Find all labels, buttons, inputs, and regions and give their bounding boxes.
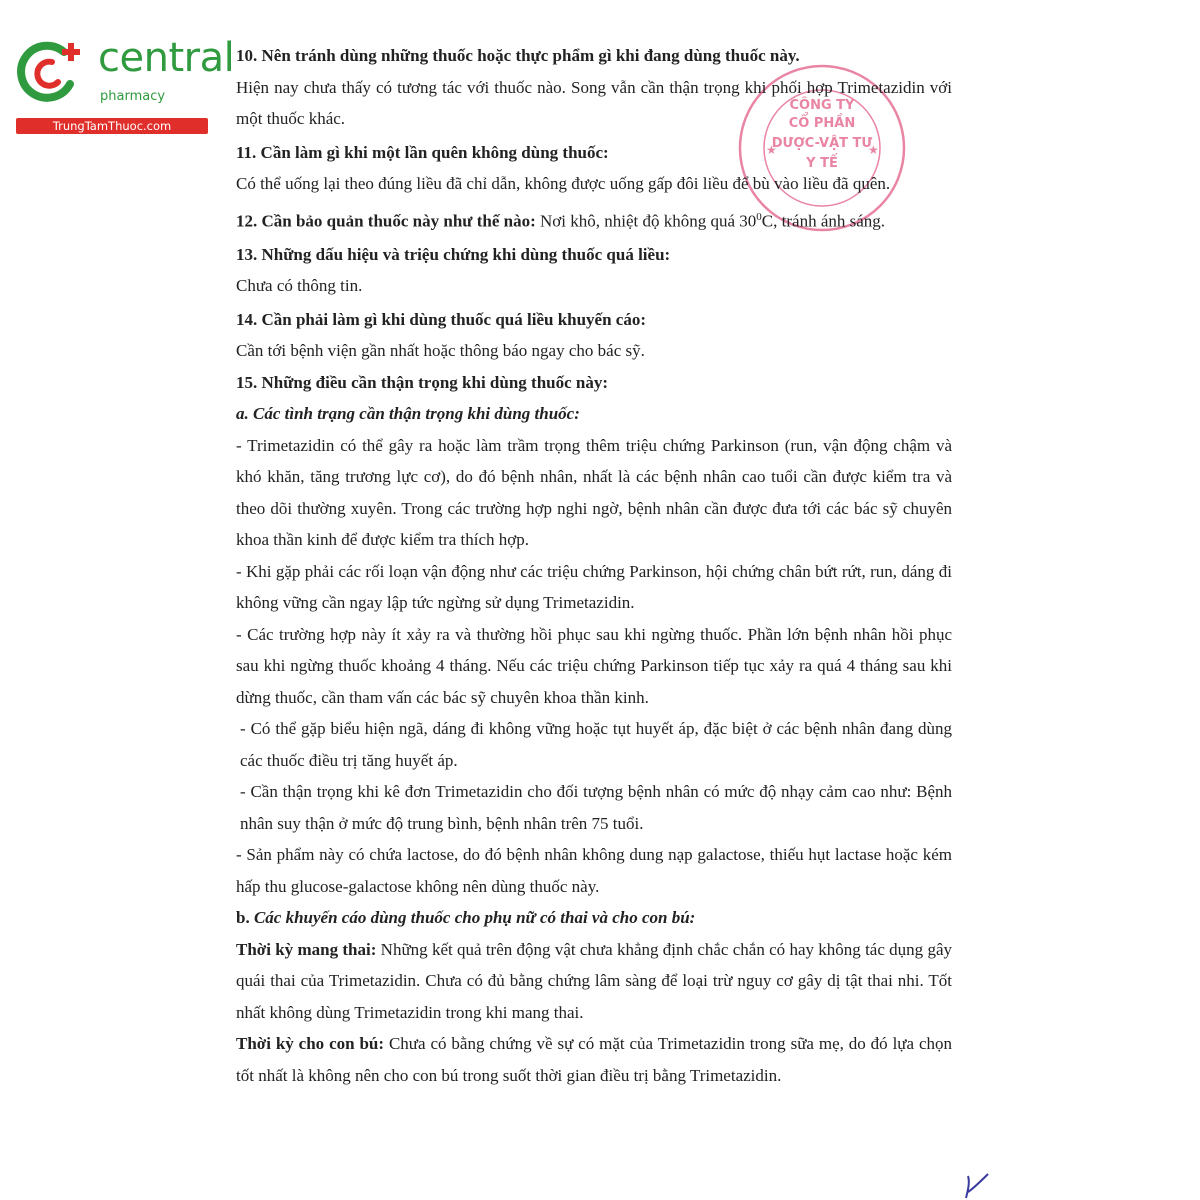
logo-url-banner: TrungTamThuoc.com xyxy=(16,118,208,134)
signature-mark-icon xyxy=(958,1172,998,1200)
section-12-sup: 0 xyxy=(756,210,762,223)
stamp-line: CÔNG TY xyxy=(789,98,855,113)
pregnancy-body: Những kết quả trên động vật chưa khẳng định chắc chắn có hay không tác dụng gây quái thai của Trimetazidin. Chưa có đủ bằng chứng lâm sàng để loại trừ nguy cơ gây dị tật thai nhi. Tốt nhất không dùng Trimetazidin trong khi mang thai. xyxy=(236,939,953,1022)
section-12 xyxy=(236,202,952,237)
lactation-paragraph xyxy=(236,1028,952,1091)
section-15a-paragraph: - Có thể gặp biểu hiện ngã, dáng đi không vững hoặc tụt huyết áp, đặc biệt ở các bệnh nhân đang dùng các thuốc điều trị tăng huyết áp. xyxy=(240,719,952,770)
section-15b-prefix: b. xyxy=(236,908,254,928)
logo-mark-icon xyxy=(12,38,92,108)
section-10-title: 10. Nên tránh dùng những thuốc hoặc thực phẩm gì khi đang dùng thuốc này. xyxy=(236,46,800,65)
pharmacy-logo xyxy=(12,35,235,136)
pregnancy-paragraph xyxy=(236,934,952,1029)
section-14-body: Cần tới bệnh viện gần nhất hoặc thông báo ngay cho bác sỹ. xyxy=(236,341,645,361)
section-15a-paragraph: - Cần thận trọng khi kê đơn Trimetazidin cho đối tượng bệnh nhân có mức độ nhạy cảm cao như: Bệnh nhân suy thận ở mức độ trung bình, bệnh nhân trên 75 tuổi. xyxy=(240,782,952,833)
logo-brand-text: central xyxy=(98,35,235,81)
lactation-label: Thời kỳ cho con bú: xyxy=(236,1034,385,1054)
section-15a-paragraph: - Khi gặp phải các rối loạn vận động như các triệu chứng Parkinson, hội chứng chân bứt rứt, run, dáng đi không vững cần ngay lập tức ngừng sử dụng Trimetazidin. xyxy=(236,561,952,613)
section-15b-title xyxy=(236,902,952,934)
section-15a-paragraph: - Các trường hợp này ít xảy ra và thường hồi phục sau khi ngừng thuốc. Phần lớn bệnh nhân hồi phục sau khi ngừng thuốc khoảng 4 tháng. Nếu các triệu chứng Parkinson tiếp tục xảy ra quá 4 tháng sau khi dừng thuốc, cần tham vấn các bác sỹ chuyên khoa thần kinh. xyxy=(236,624,952,707)
section-15a-paragraph: - Sản phẩm này có chứa lactose, do đó bệnh nhân không dung nạp galactose, thiếu hụt lactase hoặc kém hấp thu glucose-galactose không nên dùng thuốc này. xyxy=(236,845,952,896)
section-15-title: 15. Những điều cần thận trọng khi dùng thuốc này: xyxy=(236,372,609,392)
section-11-body: Có thể uống lại theo đúng liều đã chỉ dẫn, không được uống gấp đôi liều để bù vào liều đã quên. xyxy=(236,174,891,193)
section-10-body: Hiện nay chưa thấy có tương tác với thuốc nào. Song vẫn cần thận trọng khi phối hợp Trimetazidin với một thuốc khác. xyxy=(236,77,952,128)
svg-text:★: ★ xyxy=(766,143,777,157)
stamp-line: CỔ PHẦN xyxy=(788,116,856,131)
logo-sub-text: pharmacy xyxy=(100,89,166,104)
section-14-title: 14. Cần phải làm gì khi dùng thuốc quá liều khuyến cáo: xyxy=(236,309,647,329)
section-12-body-a: Nơi khô, nhiệt độ không quá 30 xyxy=(535,211,757,231)
lactation-body: Chưa có bằng chứng về sự có mặt của Trimetazidin trong sữa mẹ, do đó lựa chọn tốt nhất là không nên cho con bú trong suốt thời gian điều trị bằng Trimetazidin. xyxy=(236,1034,952,1085)
section-15b-text: Các khuyến cáo dùng thuốc cho phụ nữ có thai và cho con bú: xyxy=(253,908,696,928)
svg-text:★: ★ xyxy=(868,143,879,157)
section-15a-title: a. Các tình trạng cần thận trọng khi dùng thuốc: xyxy=(236,404,580,424)
section-15a-paragraph: - Trimetazidin có thể gây ra hoặc làm trầm trọng thêm triệu chứng Parkinson (run, vận động chậm và khó khăn, tăng trương lực cơ), do đó bệnh nhân, nhất là các bệnh nhân cao tuổi cần được kiểm tra và theo dõi thường xuyên. Trong các trường hợp nghi ngờ, bệnh nhân cần được đưa tới các bác sỹ chuyên khoa thần kinh để được kiểm tra thích hợp. xyxy=(236,435,952,550)
pregnancy-label: Thời kỳ mang thai: xyxy=(236,939,377,959)
section-11-title: 11. Cần làm gì khi một lần quên không dùng thuốc: xyxy=(236,142,609,162)
stamp-line: DƯỢC-VẬT TƯ xyxy=(771,136,873,151)
section-13-body: Chưa có thông tin. xyxy=(236,276,363,296)
section-13-title: 13. Những dấu hiệu và triệu chứng khi dùng thuốc quá liều: xyxy=(236,244,671,264)
stamp-line: Y TẾ xyxy=(806,156,838,171)
document-body xyxy=(236,40,952,1091)
section-12-body-b: C, tránh ánh sáng. xyxy=(761,211,886,231)
section-12-title: 12. Cần bảo quản thuốc này như thế nào: xyxy=(236,211,536,231)
